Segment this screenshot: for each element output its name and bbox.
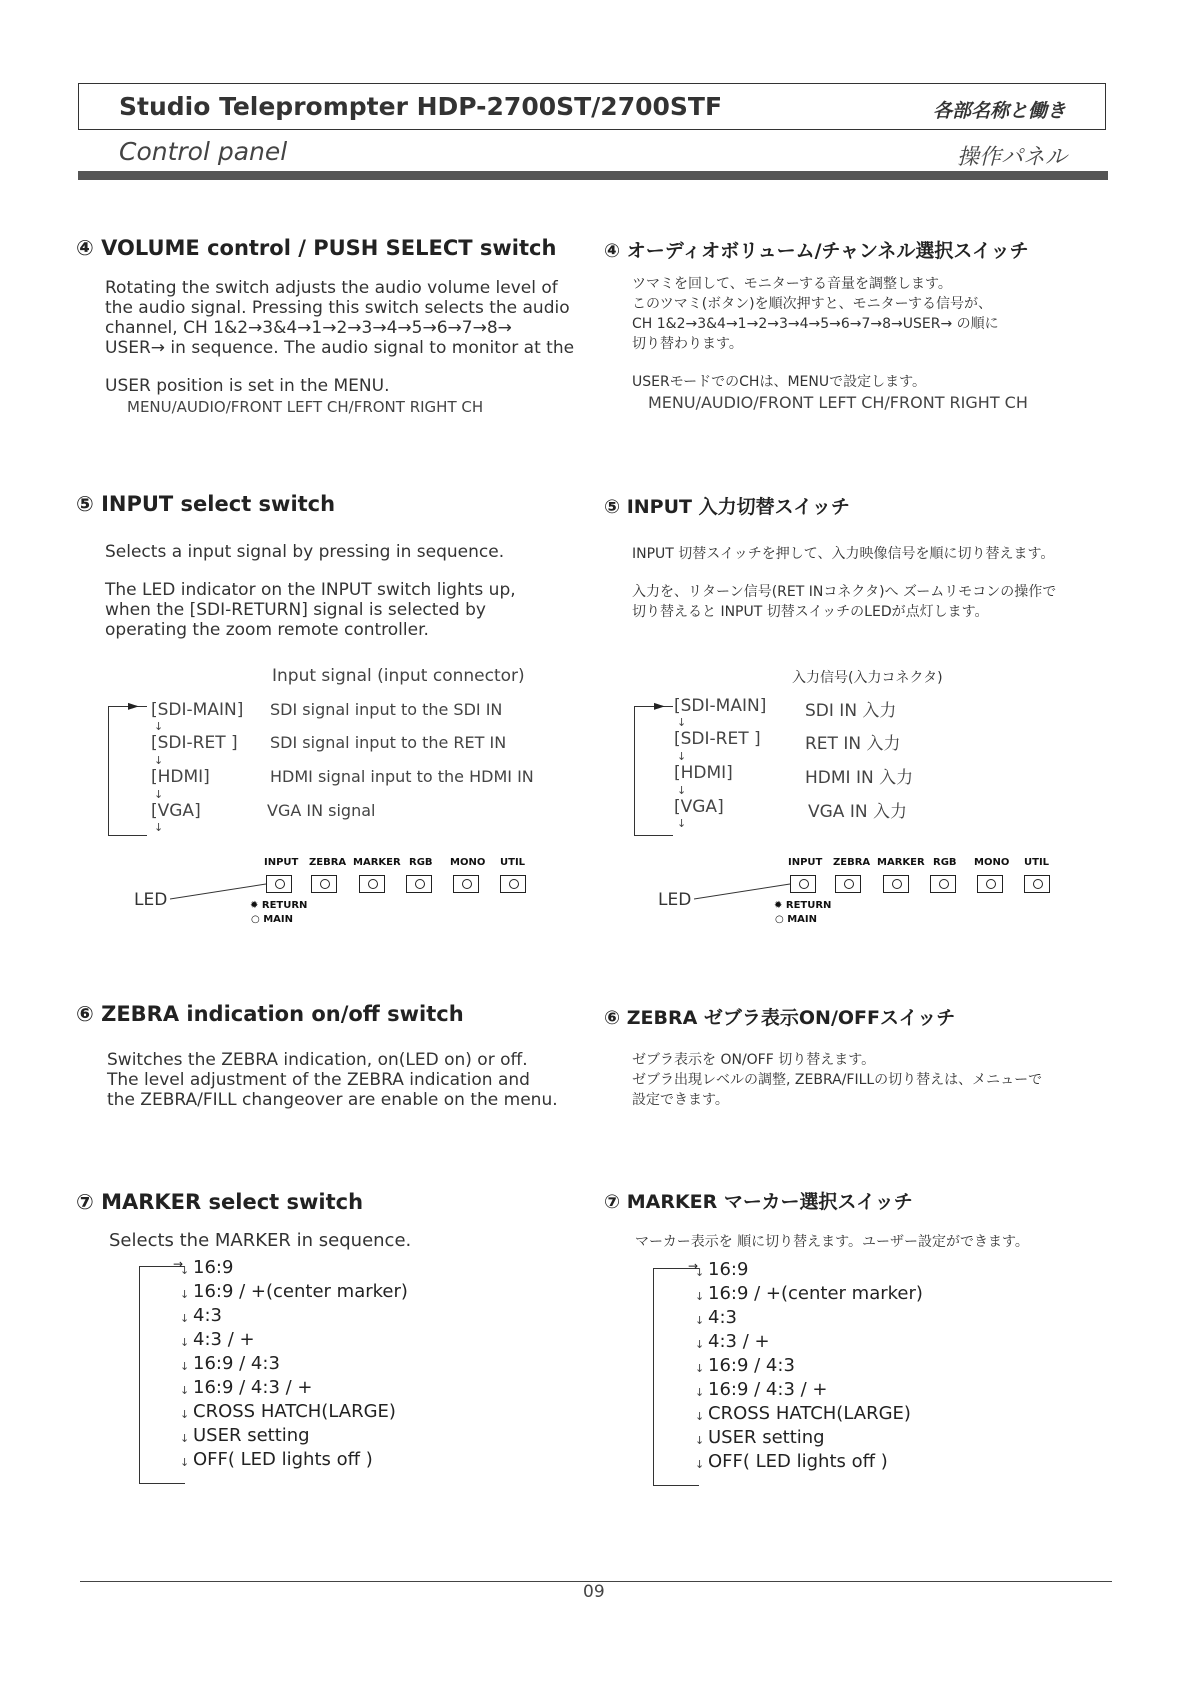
sec7-jp-marker-item: 4:3 / + xyxy=(708,1331,770,1352)
sec5-jp-desc-4: VGA IN 入力 xyxy=(808,802,907,822)
panel-jp-label-input: INPUT xyxy=(788,857,823,868)
sec7-jp-title: ⑦ MARKER マーカー選択スイッチ xyxy=(604,1191,913,1213)
sec5-en-desc-1: SDI signal input to the SDI IN xyxy=(270,700,503,719)
panel-en-label-zebra: ZEBRA xyxy=(309,857,347,868)
return-label: ✹ RETURN xyxy=(250,900,308,911)
sec7-en-marker-item: 4:3 xyxy=(193,1305,222,1326)
sec7-jp-marker-arrow: ↓ xyxy=(695,1410,705,1423)
sec5-jp-cycle-arrowhead: ► xyxy=(654,698,665,714)
sec5-en-arrow-3: ↓ xyxy=(154,788,164,801)
sec7-jp-marker-arrow: ↓ xyxy=(695,1290,705,1303)
sec7-jp-marker-arrow: ↓ xyxy=(695,1458,705,1471)
rgb-button-jp[interactable] xyxy=(930,875,956,893)
sec7-jp-intro: マーカー表示を 順に切り替えます。ユーザー設定ができます。 xyxy=(635,1234,1029,1250)
panel-en-label-input: INPUT xyxy=(264,857,299,868)
sec5-en-title: ⑤ INPUT select switch xyxy=(76,492,336,516)
sec5-en-desc-2: SDI signal input to the RET IN xyxy=(270,733,507,752)
zebra-button-jp[interactable] xyxy=(835,875,861,893)
page-number: 09 xyxy=(583,1582,605,1602)
sec7-jp-marker-item: CROSS HATCH(LARGE) xyxy=(708,1403,911,1424)
sec5-en-arrow-1: ↓ xyxy=(154,720,164,733)
sec6-en-line-1: Switches the ZEBRA indication, on(LED on) or off. xyxy=(107,1050,528,1070)
sec4-jp-line-4: 切り替わります。 xyxy=(632,336,743,352)
section-subtitle-jp: 操作パネル xyxy=(957,145,1068,170)
panel-jp-label-rgb: RGB xyxy=(933,857,957,868)
header-rule xyxy=(78,171,1108,180)
panel-jp-label-zebra: ZEBRA xyxy=(833,857,871,868)
sec5-en-p2-line-1: The LED indicator on the INPUT switch lights up, xyxy=(105,580,516,600)
sec5-en-table-head: Input signal (input connector) xyxy=(272,666,525,686)
sec7-en-title: ⑦ MARKER select switch xyxy=(76,1190,364,1214)
sec7-jp-marker-arrow: ↓ xyxy=(695,1338,705,1351)
sec4-en-line-3: channel, CH 1&2→3&4→1→2→3→4→5→6→7→8→ xyxy=(105,318,512,338)
sec7-en-marker-item: 4:3 / + xyxy=(193,1329,255,1350)
document-title: Studio Teleprompter HDP-2700ST/2700STF xyxy=(119,92,723,121)
sec6-jp-line-3: 設定できます。 xyxy=(632,1092,729,1108)
sec5-en-sig-3: [HDMI] xyxy=(151,767,210,787)
sec4-jp-title: ④ オーディオボリューム/チャンネル選択スイッチ xyxy=(604,240,1029,262)
sec7-en-marker-arrow: ↓ xyxy=(180,1264,190,1277)
util-button-jp[interactable] xyxy=(1024,875,1050,893)
document-title-jp: 各部名称と働き xyxy=(933,100,1067,122)
sec5-jp-cycle-bracket xyxy=(634,706,673,836)
main-label: ○ MAIN xyxy=(251,914,293,925)
panel-jp-label-util: UTIL xyxy=(1024,857,1050,868)
sec4-jp-line-5: USERモードでのCHは、MENUで設定します。 xyxy=(632,374,926,390)
sec7-en-cycle-bracket xyxy=(139,1266,185,1484)
sec7-en-marker-item: 16:9 / 4:3 / + xyxy=(193,1377,313,1398)
panel-en-label-mono: MONO xyxy=(450,857,486,868)
sec6-en-line-3: the ZEBRA/FILL changeover are enable on the menu. xyxy=(107,1090,558,1110)
panel-jp-label-marker: MARKER xyxy=(877,857,925,868)
sec7-jp-cycle-arrowhead: → xyxy=(688,1259,699,1273)
sec7-en-marker-item: USER setting xyxy=(193,1425,310,1446)
panel-jp-label-mono: MONO xyxy=(974,857,1010,868)
rgb-button[interactable] xyxy=(406,875,432,893)
return-label-jp: ✹ RETURN xyxy=(774,900,832,911)
sec5-en-cycle-bracket xyxy=(108,706,147,836)
sec7-en-cycle-arrowhead: → xyxy=(173,1257,184,1271)
mono-button-jp[interactable] xyxy=(977,875,1003,893)
sec5-jp-arrow-1: ↓ xyxy=(677,716,687,729)
main-label-jp: ○ MAIN xyxy=(775,914,817,925)
sec5-jp-p1: INPUT 切替スイッチを押して、入力映像信号を順に切り替えます。 xyxy=(632,546,1055,562)
marker-button-jp[interactable] xyxy=(883,875,909,893)
sec7-jp-marker-item: 16:9 / +(center marker) xyxy=(708,1283,923,1304)
util-button[interactable] xyxy=(500,875,526,893)
sec5-en-sig-2: [SDI-RET ] xyxy=(151,733,238,753)
sec4-jp-line-1: ツマミを回して、モニターする音量を調整します。 xyxy=(632,276,952,292)
sec6-jp-line-2: ゼブラ出現レベルの調整, ZEBRA/FILLの切り替えは、メニューで xyxy=(632,1072,1043,1088)
panel-en-label-marker: MARKER xyxy=(353,857,401,868)
sec5-jp-sig-3: [HDMI] xyxy=(674,763,733,783)
mono-button[interactable] xyxy=(453,875,479,893)
sec7-en-intro: Selects the MARKER in sequence. xyxy=(109,1230,412,1251)
sec7-en-marker-item: CROSS HATCH(LARGE) xyxy=(193,1401,396,1422)
sec7-en-marker-arrow: ↓ xyxy=(180,1288,190,1301)
sec7-jp-marker-item: 16:9 / 4:3 xyxy=(708,1355,795,1376)
sec4-en-line-1: Rotating the switch adjusts the audio volume level of xyxy=(105,278,558,298)
sec7-jp-marker-arrow: ↓ xyxy=(695,1314,705,1327)
sec7-en-marker-arrow: ↓ xyxy=(180,1312,190,1325)
sec6-en-title: ⑥ ZEBRA indication on/off switch xyxy=(76,1002,464,1026)
sec4-en-menu-path: MENU/AUDIO/FRONT LEFT CH/FRONT RIGHT CH xyxy=(127,398,484,416)
sec5-jp-title: ⑤ INPUT 入力切替スイッチ xyxy=(604,496,850,518)
sec7-jp-marker-item: 16:9 xyxy=(708,1259,749,1280)
sec4-en-line-4: USER→ in sequence. The audio signal to monitor at the xyxy=(105,338,575,358)
sec7-jp-marker-item: USER setting xyxy=(708,1427,825,1448)
sec7-en-marker-item: 16:9 / 4:3 xyxy=(193,1353,280,1374)
sec5-jp-arrow-2: ↓ xyxy=(677,750,687,763)
sec5-jp-p2-line-1: 入力を、リターン信号(RET INコネクタ)へ ズームリモコンの操作で xyxy=(632,584,1057,600)
sec5-en-arrow-4: ↓ xyxy=(154,821,164,834)
led-label-jp: LED xyxy=(658,890,692,910)
panel-en-label-util: UTIL xyxy=(500,857,526,868)
section-subtitle: Control panel xyxy=(119,137,288,166)
sec5-en-arrow-2: ↓ xyxy=(154,754,164,767)
sec5-en-desc-3: HDMI signal input to the HDMI IN xyxy=(270,767,534,786)
sec7-en-marker-item: 16:9 xyxy=(193,1257,234,1278)
sec5-jp-desc-1: SDI IN 入力 xyxy=(805,701,897,721)
sec6-en-line-2: The level adjustment of the ZEBRA indication and xyxy=(107,1070,530,1090)
sec5-jp-arrow-3: ↓ xyxy=(677,784,687,797)
sec5-jp-p2-line-2: 切り替えると INPUT 切替スイッチのLEDが点灯します。 xyxy=(632,604,989,620)
sec5-jp-sig-4: [VGA] xyxy=(674,797,724,817)
sec4-en-line-5: USER position is set in the MENU. xyxy=(105,376,390,396)
sec5-en-p1: Selects a input signal by pressing in sequence. xyxy=(105,542,505,562)
sec7-jp-marker-arrow: ↓ xyxy=(695,1386,705,1399)
sec5-jp-sig-1: [SDI-MAIN] xyxy=(674,696,767,716)
sec5-jp-arrow-4: ↓ xyxy=(677,817,687,830)
sec7-jp-cycle-bracket xyxy=(653,1268,699,1486)
sec4-en-line-2: the audio signal. Pressing this switch selects the audio xyxy=(105,298,570,318)
sec5-en-sig-4: [VGA] xyxy=(151,801,201,821)
sec7-en-marker-arrow: ↓ xyxy=(180,1336,190,1349)
sec7-en-marker-arrow: ↓ xyxy=(180,1384,190,1397)
sec7-en-marker-item: OFF( LED lights off ) xyxy=(193,1449,373,1470)
sec7-jp-marker-item: OFF( LED lights off ) xyxy=(708,1451,888,1472)
sec5-en-p2-line-3: operating the zoom remote controller. xyxy=(105,620,429,640)
led-label: LED xyxy=(134,890,168,910)
sec5-jp-desc-3: HDMI IN 入力 xyxy=(805,768,914,788)
sec7-jp-marker-arrow: ↓ xyxy=(695,1434,705,1447)
sec5-en-desc-4: VGA IN signal xyxy=(267,801,376,820)
marker-button[interactable] xyxy=(359,875,385,893)
sec5-jp-table-head: 入力信号(入力コネクタ) xyxy=(792,670,943,686)
sec7-jp-marker-item: 16:9 / 4:3 / + xyxy=(708,1379,828,1400)
sec4-en-title: ④ VOLUME control / PUSH SELECT switch xyxy=(76,236,557,260)
sec6-jp-title: ⑥ ZEBRA ゼブラ表示ON/OFFスイッチ xyxy=(604,1007,956,1029)
sec5-en-sig-1: [SDI-MAIN] xyxy=(151,700,244,720)
sec7-jp-marker-arrow: ↓ xyxy=(695,1266,705,1279)
sec7-en-marker-item: 16:9 / +(center marker) xyxy=(193,1281,408,1302)
sec7-en-marker-arrow: ↓ xyxy=(180,1456,190,1469)
sec7-en-marker-arrow: ↓ xyxy=(180,1360,190,1373)
sec4-jp-line-2: このツマミ(ボタン)を順次押すと、モニターする信号が、 xyxy=(632,296,992,312)
panel-en-label-rgb: RGB xyxy=(409,857,433,868)
sec7-jp-marker-item: 4:3 xyxy=(708,1307,737,1328)
sec4-jp-line-3: CH 1&2→3&4→1→2→3→4→5→6→7→8→USER→ の順に xyxy=(632,316,999,332)
sec5-en-cycle-arrowhead: ► xyxy=(128,698,139,714)
sec7-en-marker-arrow: ↓ xyxy=(180,1432,190,1445)
sec7-en-marker-arrow: ↓ xyxy=(180,1408,190,1421)
sec5-en-p2-line-2: when the [SDI-RETURN] signal is selected by xyxy=(105,600,486,620)
sec5-jp-sig-2: [SDI-RET ] xyxy=(674,729,761,749)
sec5-jp-desc-2: RET IN 入力 xyxy=(805,734,901,754)
sec7-jp-marker-arrow: ↓ xyxy=(695,1362,705,1375)
sec6-jp-line-1: ゼブラ表示を ON/OFF 切り替えます。 xyxy=(632,1052,876,1068)
zebra-button[interactable] xyxy=(311,875,337,893)
sec4-jp-menu-path: MENU/AUDIO/FRONT LEFT CH/FRONT RIGHT CH xyxy=(648,393,1028,412)
